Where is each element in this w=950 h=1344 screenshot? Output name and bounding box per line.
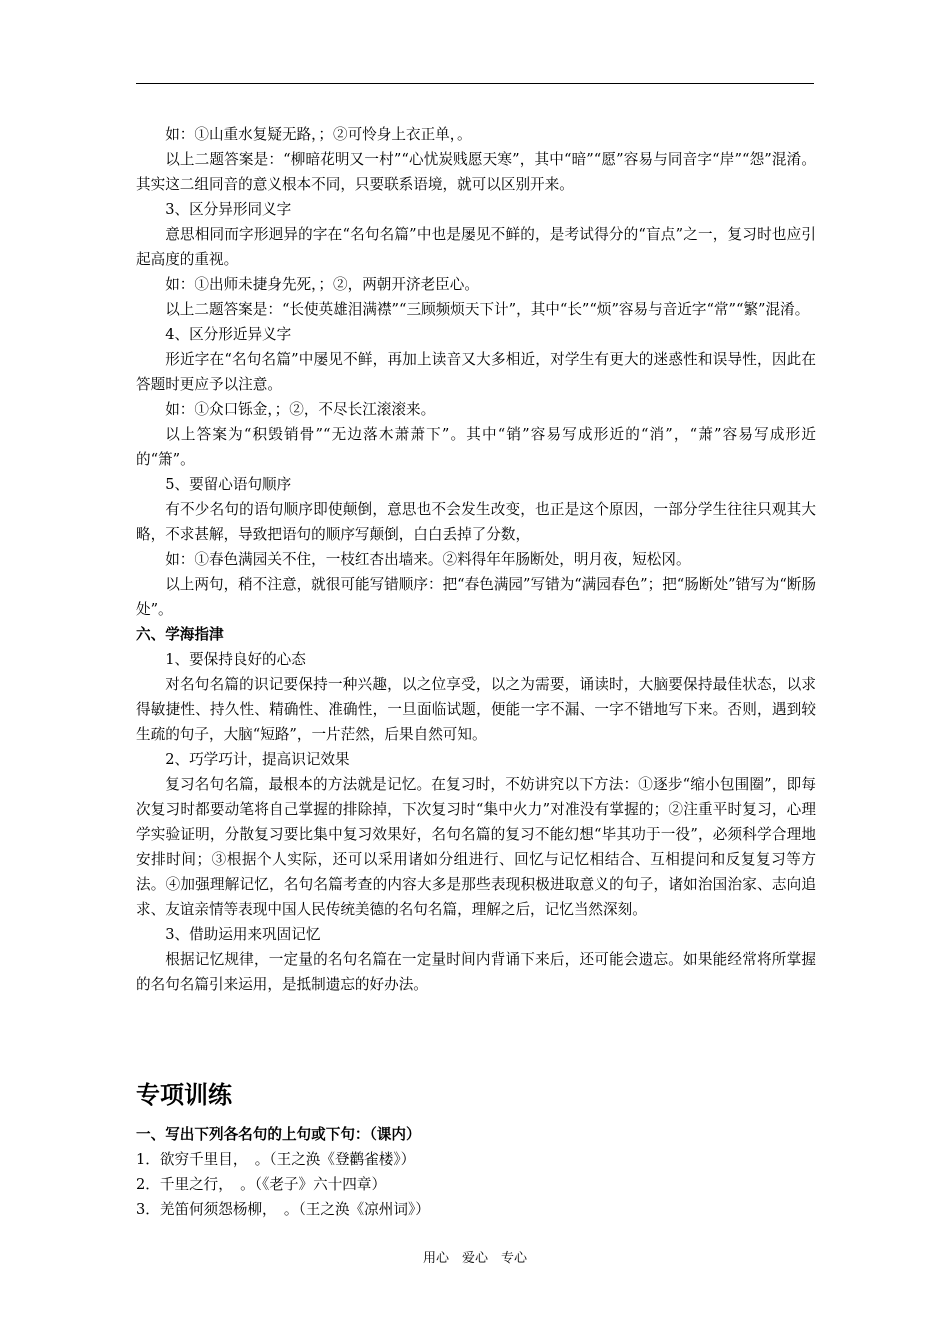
section-title: 专项训练 (136, 1081, 232, 1109)
paragraph: 以上两句，稍不注意，就很可能写错顺序：把“春色满园”写错为“满园春色”；把“肠断处”错写为“断肠处”。 (136, 576, 816, 618)
paragraph: 有不少名句的语句顺序即使颠倒，意思也不会发生改变，也正是这个原因，一部分学生往往只观其大略，不求甚解，导致把语句的顺序写颠倒，白白丢掉了分数， (136, 501, 816, 543)
paragraph: 根据记忆规律，一定量的名句名篇在一定量时间内背诵下来后，还可能会遗忘。如果能经常将所掌握的名句名篇引来运用，是抵制遗忘的好办法。 (136, 951, 816, 993)
paragraph: 如：①出师未捷身先死，；②，两朝开济老臣心。 (165, 276, 479, 293)
header-rule (136, 83, 814, 84)
subheading: 5、要留心语句顺序 (165, 476, 292, 493)
subheading: 3、借助运用来巩固记忆 (165, 926, 321, 943)
exercise-item: 3．羌笛何须怨杨柳， 。（王之涣《凉州词》） (136, 1201, 430, 1218)
subheading: 1、要保持良好的心态 (165, 651, 306, 668)
paragraph: 以上二题答案是：“柳暗花明又一村”“心忧炭贱愿天寒”，其中“暗”“愿”容易与同音字“岸”“怨”混淆。其实这二组同音的意义根本不同，只要联系语境，就可以区别开来。 (136, 151, 816, 193)
page-footer: 用心 爱心 专心 (422, 1251, 527, 1266)
paragraph: 以上答案为“积毁销骨”“无边落木萧萧下”。其中“销”容易写成形近的“消”，“萧”容易写成形近的“箫”。 (136, 426, 816, 468)
paragraph: 形近字在“名句名篇”中屡见不鲜，再加上读音又大多相近，对学生有更大的迷惑性和误导性，因此在答题时更应予以注意。 (136, 351, 816, 393)
paragraph: 以上二题答案是：“长使英雄泪满襟”“三顾频烦天下计”，其中“长”“烦”容易与音近字“常”“繁”混淆。 (165, 301, 810, 318)
subheading: 3、区分异形同义字 (165, 201, 292, 218)
subheading: 4、区分形近异义字 (165, 326, 292, 343)
section-heading: 六、学海指津 (136, 626, 224, 643)
body-text (136, 122, 816, 997)
exercise-block (136, 1122, 816, 1222)
paragraph: 对名句名篇的识记要保持一种兴趣，以之位享受，以之为需要，诵读时，大脑要保持最佳状态，以求得敏捷性、持久性、精确性、准确性，一旦面临试题，便能一字不漏、一字不错地写下来。否则，遇到较生疏的句子，大脑“短路”，一片茫然，后果自然可知。 (136, 676, 816, 743)
paragraph: 如：①众口铄金，；②，不尽长江滚滚来。 (165, 401, 436, 418)
exercise-item: 1．欲穷千里目， 。（王之涣《登鹳雀楼》） (136, 1151, 416, 1168)
paragraph: 如：①春色满园关不住，一枝红杏出墙来。②料得年年肠断处，明月夜，短松冈。 (165, 551, 691, 568)
exercise-heading: 一、写出下列各名句的上句或下句：（课内） (136, 1126, 421, 1143)
paragraph: 复习名句名篇，最根本的方法就是记忆。在复习时，不妨讲究以下方法：①逐步“缩小包围圈”，即每次复习时都要动笔将自己掌握的排除掉，下次复习时“集中火力”对准没有掌握的；②注重平时复习，心理学实验证明，分散复习要比集中复习效果好，名句名篇的复习不能幻想“毕其功于一役”，必须科学合理地安排时间；③根据个人实际，还可以采用诸如分组进行、回忆与记忆相结合、互相提问和反复复习等方法。④加强理解记忆，名句名篇考查的内容大多是那些表现积极进取意义的句子，诸如治国治家、志向追求、友谊亲情等表现中国人民传统美德的名句名篇，理解之后，记忆当然深刻。 (136, 776, 816, 918)
exercise-item: 2．千里之行， 。（《老子》六十四章） (136, 1176, 387, 1193)
paragraph: 如：①山重水复疑无路，；②可怜身上衣正单，。 (165, 126, 472, 143)
paragraph: 意思相同而字形迥异的字在“名句名篇”中也是屡见不鲜的，是考试得分的“盲点”之一，复习时也应引起高度的重视。 (136, 226, 816, 268)
subheading: 2、巧学巧计，提高识记效果 (165, 751, 350, 768)
